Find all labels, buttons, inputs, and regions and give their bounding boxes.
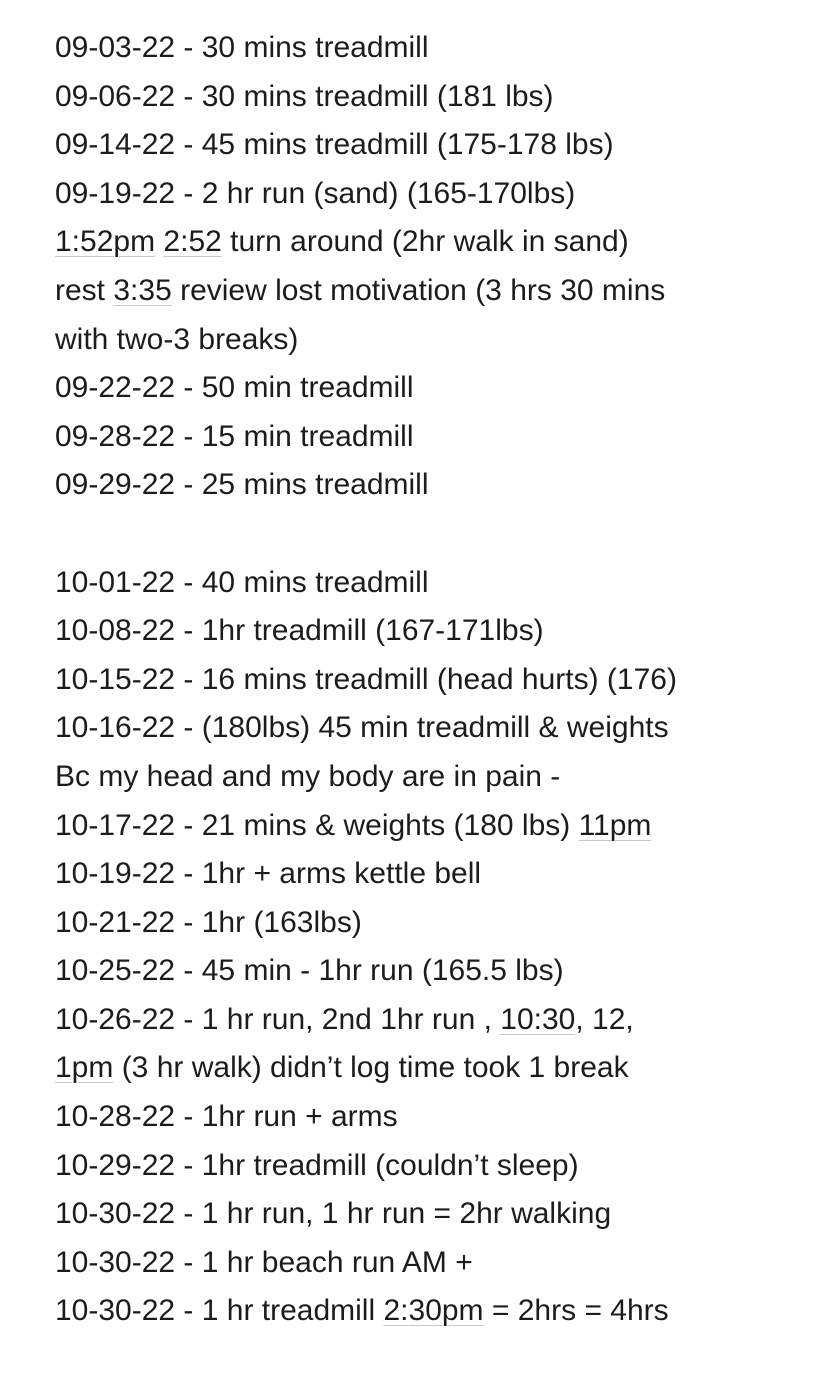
note-line: [55, 656, 815, 705]
note-body[interactable]: [55, 24, 815, 1336]
note-text: 09-06-22 - 30 mins treadmill (181 lbs): [55, 79, 554, 113]
note-line: [55, 753, 815, 802]
note-text: 10-28-22 - 1hr run + arms: [55, 1100, 398, 1134]
note-line: [55, 413, 815, 462]
note-text: 10-29-22 - 1hr treadmill (couldn’t sleep): [55, 1148, 579, 1182]
note-text: 10-25-22 - 45 min - 1hr run (165.5 lbs): [55, 954, 564, 988]
note-text: 10-30-22 - 1 hr beach run AM +: [55, 1245, 473, 1279]
note-line: [55, 1044, 815, 1093]
time-link[interactable]: 2:52: [163, 225, 222, 259]
note-text: 09-19-22 - 2 hr run (sand) (165-170lbs): [55, 176, 576, 210]
note-text: turn around (2hr walk in sand): [221, 225, 629, 259]
note-text: = 2hrs = 4hrs: [483, 1294, 669, 1328]
note-line: [55, 996, 815, 1045]
time-link[interactable]: 3:35: [113, 273, 172, 307]
note-line: [55, 704, 815, 753]
note-text: rest: [55, 273, 114, 307]
time-link[interactable]: 10:30: [500, 1002, 576, 1036]
note-text: Bc my head and my body are in pain -: [55, 759, 561, 793]
note-text: 09-14-22 - 45 mins treadmill (175-178 lbs): [55, 128, 614, 162]
note-line: [55, 1093, 815, 1142]
note-text: 09-29-22 - 25 mins treadmill: [55, 468, 429, 502]
note-line: [55, 1287, 815, 1336]
note-line: [55, 267, 815, 316]
note-line: [55, 73, 815, 122]
note-line: [55, 24, 815, 73]
note-text: 10-01-22 - 40 mins treadmill: [55, 565, 429, 599]
time-link[interactable]: 1pm: [55, 1051, 114, 1085]
note-text: with two-3 breaks): [55, 322, 299, 356]
note-line: [55, 607, 815, 656]
note-text: 09-03-22 - 30 mins treadmill: [55, 31, 429, 64]
time-link[interactable]: 2:30pm: [383, 1294, 484, 1328]
note-line: [55, 899, 815, 948]
note-text: 10-30-22 - 1 hr run, 1 hr run = 2hr walking: [55, 1197, 612, 1231]
time-link[interactable]: 11pm: [578, 808, 652, 842]
note-line: [55, 364, 815, 413]
note-text: review lost motivation (3 hrs 30 mins: [171, 273, 666, 307]
note-text: 10-17-22 - 21 mins & weights (180 lbs): [55, 808, 579, 842]
note-line: [55, 559, 815, 608]
note-line: [55, 121, 815, 170]
note-text: 10-16-22 - (180lbs) 45 min treadmill & weights: [55, 711, 669, 745]
blank-line: [55, 510, 815, 559]
note-text: 10-30-22 - 1 hr treadmill: [55, 1294, 384, 1328]
note-text: 10-26-22 - 1 hr run, 2nd 1hr run ,: [55, 1002, 501, 1036]
note-text: 10-08-22 - 1hr treadmill (167-171lbs): [55, 614, 544, 648]
note-text: 10-19-22 - 1hr + arms kettle bell: [55, 857, 482, 891]
note-text: 09-28-22 - 15 min treadmill: [55, 419, 414, 453]
time-link[interactable]: 1:52pm: [55, 225, 156, 259]
note-line: [55, 316, 815, 365]
note-line: [55, 947, 815, 996]
note-line: [55, 1239, 815, 1288]
note-line: [55, 170, 815, 219]
note-line: [55, 461, 815, 510]
note-line: [55, 218, 815, 267]
note-text: 10-21-22 - 1hr (163lbs): [55, 905, 362, 939]
note-line: [55, 802, 815, 851]
note-text: , 12,: [575, 1002, 634, 1036]
note-text: (3 hr walk) didn’t log time took 1 break: [113, 1051, 629, 1085]
note-line: [55, 850, 815, 899]
note-line: [55, 1190, 815, 1239]
note-text: 10-15-22 - 16 mins treadmill (head hurts) (176): [55, 662, 677, 696]
note-line: [55, 1142, 815, 1191]
note-text: 09-22-22 - 50 min treadmill: [55, 371, 414, 405]
